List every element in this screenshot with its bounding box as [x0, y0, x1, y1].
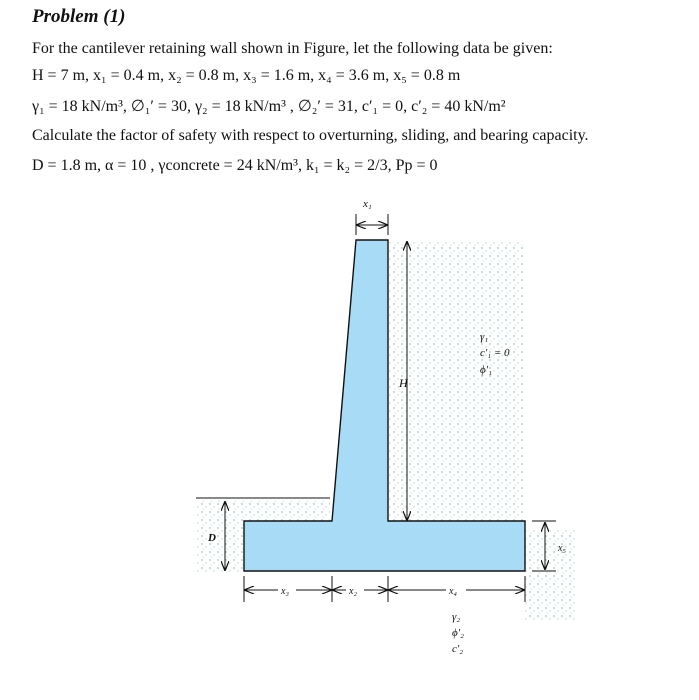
problem-title: Problem (1) — [32, 6, 126, 27]
D-label: D — [208, 532, 216, 544]
problem-question: Calculate the factor of safety with respect to overturning, sliding, and bearing capacity. — [32, 127, 589, 144]
soil1-gamma-label: γ₁ — [480, 331, 489, 343]
x4-label: x₄ — [449, 586, 457, 597]
x3-label: x₃ — [281, 586, 289, 597]
retaining-wall-figure — [0, 190, 699, 690]
foundation-soil — [524, 530, 576, 620]
soil1-phi-label: ϕ′₁ — [480, 364, 492, 376]
given-soil-properties: γ₁ = 18 kN/m³, ∅₁′ = 30, γ₂ = 18 kN/m³ , ∅₂′ = 31, c′₁ = 0, c′₂ = 40 kN/m² — [32, 98, 506, 115]
given-extra-data: D = 1.8 m, α = 10 , γconcrete = 24 kN/m³, k₁ = k₂ = 2/3, Pp = 0 — [32, 157, 438, 174]
x1-label: x₁ — [363, 198, 372, 210]
soil2-cohesion-label: c′₂ — [452, 643, 464, 655]
soil1-cohesion-label: c′₁ = 0 — [480, 347, 510, 359]
soil2-gamma-label: γ₂ — [452, 611, 461, 623]
x2-label: x₂ — [349, 586, 357, 597]
backfill-soil — [388, 242, 523, 542]
given-dimensions: H = 7 m, x₁ = 0.4 m, x₂ = 0.8 m, x₃ = 1.6 m, x₄ = 3.6 m, x₅ = 0.8 m — [32, 67, 461, 84]
problem-statement: For the cantilever retaining wall shown in Figure, let the following data be given: — [32, 40, 553, 57]
soil2-phi-label: ϕ′₂ — [452, 627, 464, 639]
x5-label: x₅ — [558, 543, 566, 554]
H-label: H — [399, 376, 408, 390]
